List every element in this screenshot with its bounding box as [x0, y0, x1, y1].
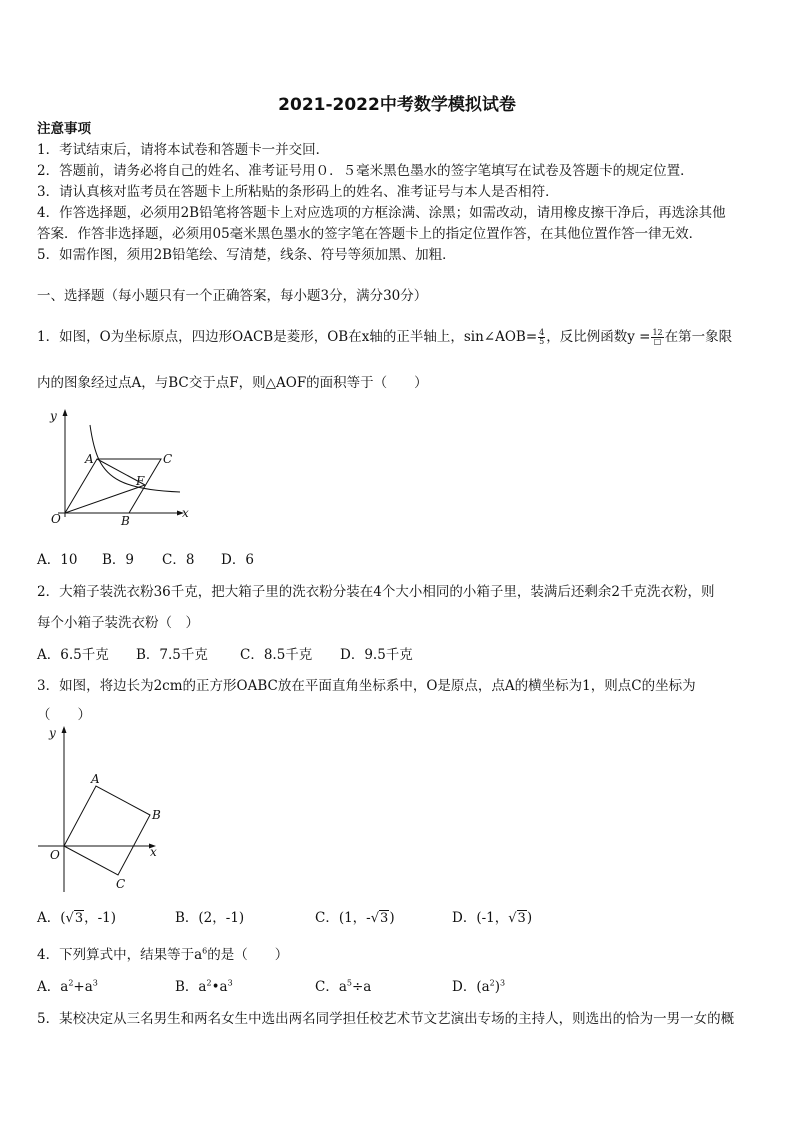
q4-option-b-exp2: 3: [227, 978, 233, 988]
q1-segment-of: [65, 485, 145, 513]
q4-option-d-exp2: 3: [500, 978, 506, 988]
notice-item-4-cont: 答案．作答非选择题，必须用05毫米黑色墨水的签字笔在答题卡上的指定位置作答，在其他位置作答一律无效．: [37, 226, 703, 242]
sin-fraction-den: 5: [539, 337, 545, 346]
sqrt-icon: √3: [370, 911, 389, 926]
q3-option-a-rad: 3: [74, 911, 84, 926]
q3-option-c[interactable]: [315, 910, 395, 927]
q4-option-a-exp2: 3: [92, 978, 98, 988]
q4-text-post: 的是（ ）: [207, 947, 289, 963]
q4-option-a[interactable]: [37, 979, 98, 995]
q4-option-b[interactable]: [175, 979, 233, 995]
page-title: 2021-2022中考数学模拟试卷: [278, 95, 516, 115]
q3-text-line1: 3．如图，将边长为2cm的正方形OABC放在平面直角坐标系中，O是原点，点A的横坐标为1，则点C的坐标为: [37, 678, 696, 694]
q4-option-c-op: ÷a: [351, 979, 372, 995]
q3-label-a: A: [91, 772, 100, 786]
q5-text-line1: 5．某校决定从三名男生和两名女生中选出两名同学担任校艺术节文艺演出专场的主持人，则选出的恰为一男一女的概: [37, 1011, 735, 1027]
sin-fraction: [538, 329, 545, 346]
notice-heading: 注意事项: [37, 121, 91, 137]
q3-option-b[interactable]: [175, 910, 244, 926]
q1-label-b: B: [121, 514, 130, 528]
q3-text-line2: （ ）: [37, 707, 91, 723]
q2-option-a[interactable]: A．6.5千克: [37, 647, 109, 663]
q2-option-d[interactable]: D．9.5千克: [340, 647, 413, 663]
q4-option-d-op: ): [494, 979, 501, 995]
q3-option-d-post: ): [526, 910, 533, 926]
q1-label-f: F: [136, 474, 145, 488]
q2-option-b[interactable]: B．7.5千克: [136, 647, 208, 663]
q3-label-x: x: [150, 845, 157, 859]
q1-label-c: C: [163, 452, 173, 466]
q3-option-d-rad: 3: [517, 911, 526, 926]
q3-option-c-rad: 3: [380, 911, 389, 926]
q3-label-c: C: [116, 877, 126, 891]
q4-option-d-exp1: 2: [489, 978, 495, 988]
q1-text-c: 在第一象限: [664, 329, 733, 345]
q4-option-d[interactable]: [452, 979, 505, 995]
notice-item-1: 1．考试结束后，请将本试卷和答题卡一并交回．: [37, 142, 330, 158]
q2-text-line1: 2．大箱子装洗衣粉36千克，把大箱子里的洗衣粉分装在4个大小相同的小箱子里，装满后还剩余2千克洗衣粉，则: [37, 584, 715, 600]
q1-label-x: x: [182, 506, 189, 520]
q2-text-line2: 每个小箱子装洗衣粉（ ）: [37, 615, 199, 631]
notice-item-2: 2．答题前，请务必将自己的姓名、准考证号用０．５毫米黑色墨水的签字笔填写在试卷及答题卡的规定位置．: [37, 163, 694, 179]
q3-label-y: y: [49, 726, 56, 740]
q3-option-a-post: ，-1): [84, 910, 117, 926]
q3-y-arrow: [62, 726, 67, 733]
q3-square: [64, 786, 150, 875]
q4-option-b-base: B．a: [175, 979, 207, 995]
q1-option-a[interactable]: A．10: [37, 552, 78, 568]
q4-text-sup: 6: [202, 946, 208, 956]
q3-figure: [30, 722, 180, 897]
notice-item-5: 5．如需作图，须用2B铅笔绘、写清楚，线条、符号等须加黑、加粗．: [37, 247, 456, 263]
sin-fraction-num: 4: [539, 328, 545, 337]
q1-label-y: y: [50, 409, 57, 423]
q4-option-b-exp1: 2: [206, 978, 212, 988]
q1-option-c[interactable]: C．8: [162, 552, 195, 568]
q3-option-a-pre: A．(: [37, 910, 66, 926]
q4-option-a-exp1: 2: [68, 978, 74, 988]
q4-option-d-base: D．(a: [452, 979, 490, 995]
q3-label-o: O: [50, 848, 60, 862]
q4-option-c-base: C．a: [315, 979, 347, 995]
q4-option-c[interactable]: [315, 979, 371, 995]
q1-text-a: 1．如图，O为坐标原点，四边形OACB是菱形，OB在x轴的正半轴上，sin∠AOB=: [37, 329, 538, 345]
q4-option-c-exp1: 5: [346, 978, 352, 988]
q3-option-c-pre: C．(1，-: [315, 910, 371, 926]
k-fraction-num: 12: [652, 328, 663, 337]
notice-item-3: 3．请认真核对监考员在答题卡上所粘贴的条形码上的姓名、准考证号与本人是否相符．: [37, 184, 559, 200]
q3-option-d-pre: D．(-1，: [452, 910, 509, 926]
section-heading: 一、选择题（每小题只有一个正确答案，每小题3分，满分30分）: [37, 288, 428, 304]
q1-y-arrow: [63, 409, 68, 416]
q1-label-o: O: [51, 512, 61, 526]
q1-text-line2: 内的图象经过点A，与BC交于点F，则△AOF的面积等于（ ）: [37, 375, 428, 391]
q4-option-b-op: •a: [211, 979, 228, 995]
k-fraction: [651, 329, 663, 346]
q3-option-d[interactable]: [452, 910, 532, 927]
q1-text-line1: [37, 329, 732, 346]
q3-label-b: B: [152, 808, 161, 822]
q4-text-pre: 4．下列算式中，结果等于a: [37, 947, 203, 963]
q3-option-a[interactable]: [37, 910, 116, 927]
k-fraction-den: □: [653, 337, 662, 346]
q3-option-c-post: ): [389, 910, 395, 926]
q2-option-c[interactable]: C．8.5千克: [240, 647, 313, 663]
q1-text-b: ，反比例函数y =: [546, 329, 651, 345]
q1-figure: [40, 405, 195, 530]
q1-label-a: A: [85, 452, 94, 466]
sqrt-icon: √3: [508, 911, 526, 926]
q1-option-b[interactable]: B．9: [102, 552, 135, 568]
q4-option-a-base: A．a: [37, 979, 69, 995]
notice-item-4: 4．作答选择题，必须用2B铅笔将答题卡上对应选项的方框涂满、涂黑；如需改动，请用橡皮擦干净后，再选涂其他: [37, 205, 726, 221]
q4-option-a-op: +a: [73, 979, 93, 995]
q4-text: [37, 947, 288, 963]
q3-option-b-text: B．(2，-1): [175, 910, 245, 926]
q1-option-d[interactable]: D．6: [221, 552, 254, 568]
sqrt-icon: √3: [65, 911, 84, 926]
